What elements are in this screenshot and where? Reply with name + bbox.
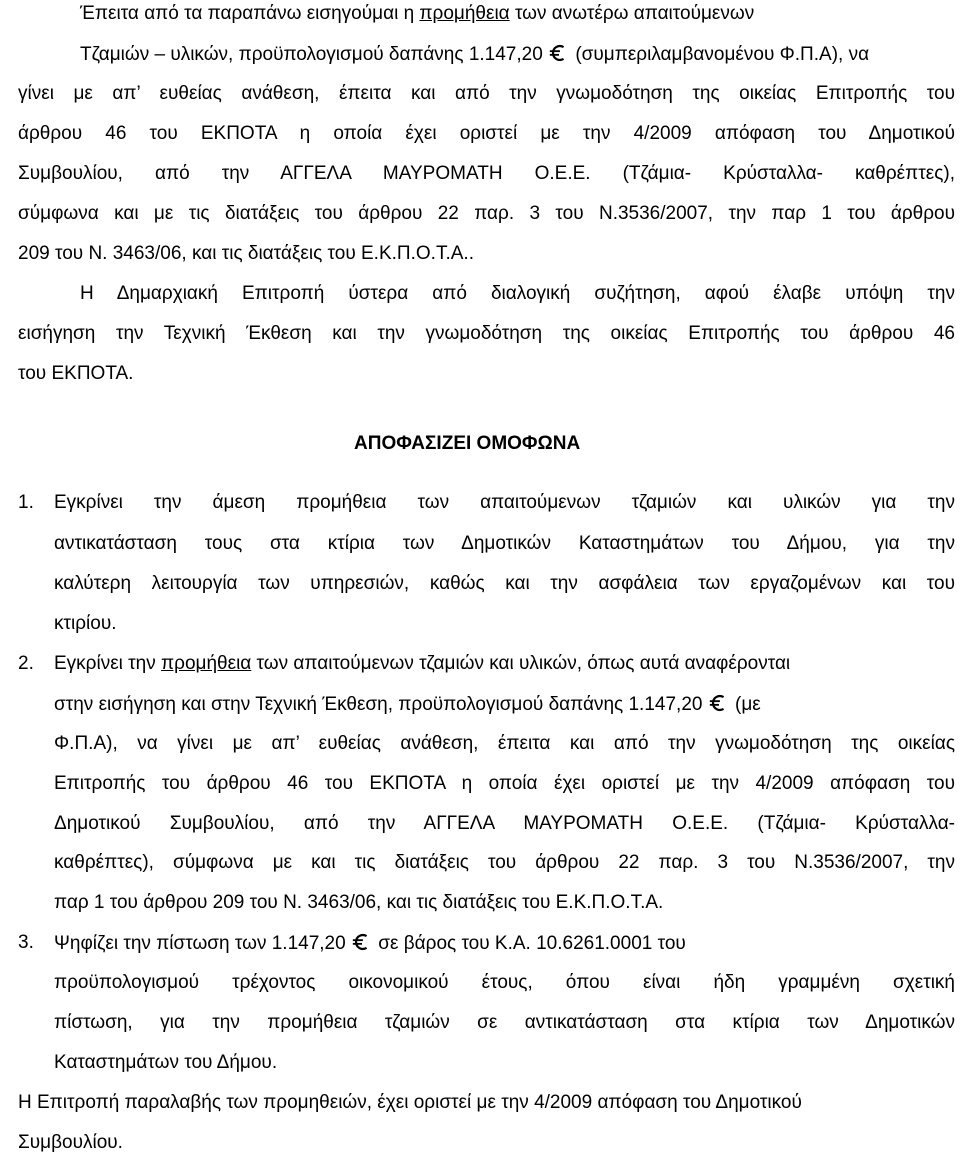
text-segment: των ανωτέρω απαιτούμενων — [509, 3, 755, 24]
text-segment: στην εισήγηση και στην Τεχνική Έκθεση, προϋπολογισμού δαπάνης 1.147,20 — [54, 693, 708, 715]
text-segment: των απαιτούμενων τζαμιών και υλικών, όπως αυτά αναφέρονται — [251, 652, 791, 674]
top-paragraph-line-1 — [80, 2, 754, 26]
item-1-line-4: κτιρίου. — [54, 612, 117, 634]
item-2-line-2 — [54, 692, 761, 716]
item-1-number: 1. — [18, 491, 34, 513]
item-2-number: 2. — [18, 652, 34, 674]
item-3-line-1 — [54, 931, 686, 955]
item-2-line-5: Δημοτικού Συμβουλίου, από την ΑΓΓΕΛΑ ΜΑΥΡΟΜΑΤΗ Ο.Ε.Ε. (Τζάμια- Κρύσταλλα- — [54, 812, 955, 834]
item-1-line-2: αντικατάσταση τους στα κτίρια των Δημοτικών Καταστημάτων του Δήμου, για την — [54, 532, 955, 554]
text-segment: (συμπεριλαμβανομένου Φ.Π.Α), να — [570, 43, 870, 65]
item-3-line-4: Καταστημάτων του Δήμου. — [54, 1052, 278, 1074]
euro-icon — [708, 692, 730, 714]
top-paragraph-line-6: σύμφωνα και με τις διατάξεις του άρθρου 22 παρ. 3 του Ν.3536/2007, την παρ 1 του άρθρου — [18, 202, 955, 224]
top-paragraph-line-4: άρθρου 46 του ΕΚΠΟΤΑ η οποία έχει οριστεί με την 4/2009 απόφαση του Δημοτικού — [18, 122, 955, 144]
top-paragraph-line-5: Συμβουλίου, από την ΑΓΓΕΛΑ ΜΑΥΡΟΜΑΤΗ Ο.Ε.Ε. (Τζάμια- Κρύσταλλα- καθρέπτες), — [18, 162, 955, 184]
item-3-number: 3. — [18, 932, 34, 954]
text-segment: σε βάρος του Κ.Α. 10.6261.0001 του — [372, 933, 686, 955]
committee-paragraph-line-3: του ΕΚΠΟΤΑ. — [18, 362, 134, 384]
item-2-line-7: παρ 1 του άρθρου 209 του Ν. 3463/06, και τις διατάξεις του Ε.Κ.Π.Ο.Τ.Α. — [54, 892, 664, 914]
text-segment: Εγκρίνει την — [54, 652, 162, 674]
decision-heading: ΑΠΟΦΑΣΙΖΕΙ ΟΜΟΦΩΝΑ — [354, 432, 581, 454]
text-segment: Ψηφίζει την πίστωση των 1.147,20 — [54, 933, 351, 955]
item-2-line-6: καθρέπτες), σύμφωνα με και τις διατάξεις του άρθρου 22 παρ. 3 του Ν.3536/2007, την — [54, 852, 955, 874]
committee-paragraph-line-2: εισήγηση την Τεχνική Έκθεση και την γνωμοδότηση της οικείας Επιτροπής του άρθρου 46 — [18, 322, 955, 344]
euro-icon — [351, 931, 373, 953]
closing-line-2: Συμβουλίου. — [18, 1132, 123, 1154]
euro-icon — [548, 42, 570, 64]
item-2-line-3: Φ.Π.Α), να γίνει με απ’ ευθείας ανάθεση, έπειτα και από την γνωμοδότηση της οικείας — [54, 732, 955, 754]
text-segment: (με — [729, 693, 761, 715]
top-paragraph-line-2 — [80, 42, 869, 66]
closing-line-1: Η Επιτροπή παραλαβής των προμηθειών, έχει οριστεί με την 4/2009 απόφαση του Δημοτικού — [18, 1092, 802, 1114]
underlined-term: προμήθεια — [419, 3, 510, 24]
item-1-line-1: Εγκρίνει την άμεση προμήθεια των απαιτούμενων τζαμιών και υλικών για την — [54, 491, 955, 513]
text-segment: Έπειτα από τα παραπάνω εισηγούμαι η — [80, 3, 420, 24]
top-paragraph-line-7: 209 του Ν. 3463/06, και τις διατάξεις του Ε.Κ.Π.Ο.Τ.Α.. — [18, 242, 474, 264]
item-1-line-3: καλύτερη λειτουργία των υπηρεσιών, καθώς και την ασφάλεια των εργαζομένων και του — [54, 572, 955, 594]
item-3-line-2: προϋπολογισμού τρέχοντος οικονομικού έτους, όπου είναι ήδη γραμμένη σχετική — [54, 972, 955, 994]
item-2-line-1 — [54, 652, 790, 676]
text-segment: Τζαμιών – υλικών, προϋπολογισμού δαπάνης 1.147,20 — [80, 43, 549, 65]
item-3-line-3: πίστωση, για την προμήθεια τζαμιών σε αντικατάσταση στα κτίρια των Δημοτικών — [54, 1012, 955, 1034]
top-paragraph-line-3: γίνει με απ’ ευθείας ανάθεση, έπειτα και από την γνωμοδότηση της οικείας Επιτροπής του — [18, 82, 955, 104]
underlined-term: προμήθεια — [161, 652, 252, 674]
item-2-line-4: Επιτροπής του άρθρου 46 του ΕΚΠΟΤΑ η οποία έχει οριστεί με την 4/2009 απόφαση του — [54, 772, 955, 794]
committee-paragraph-line-1: Η Δημαρχιακή Επιτροπή ύστερα από διαλογική συζήτηση, αφού έλαβε υπόψη την — [80, 282, 955, 304]
